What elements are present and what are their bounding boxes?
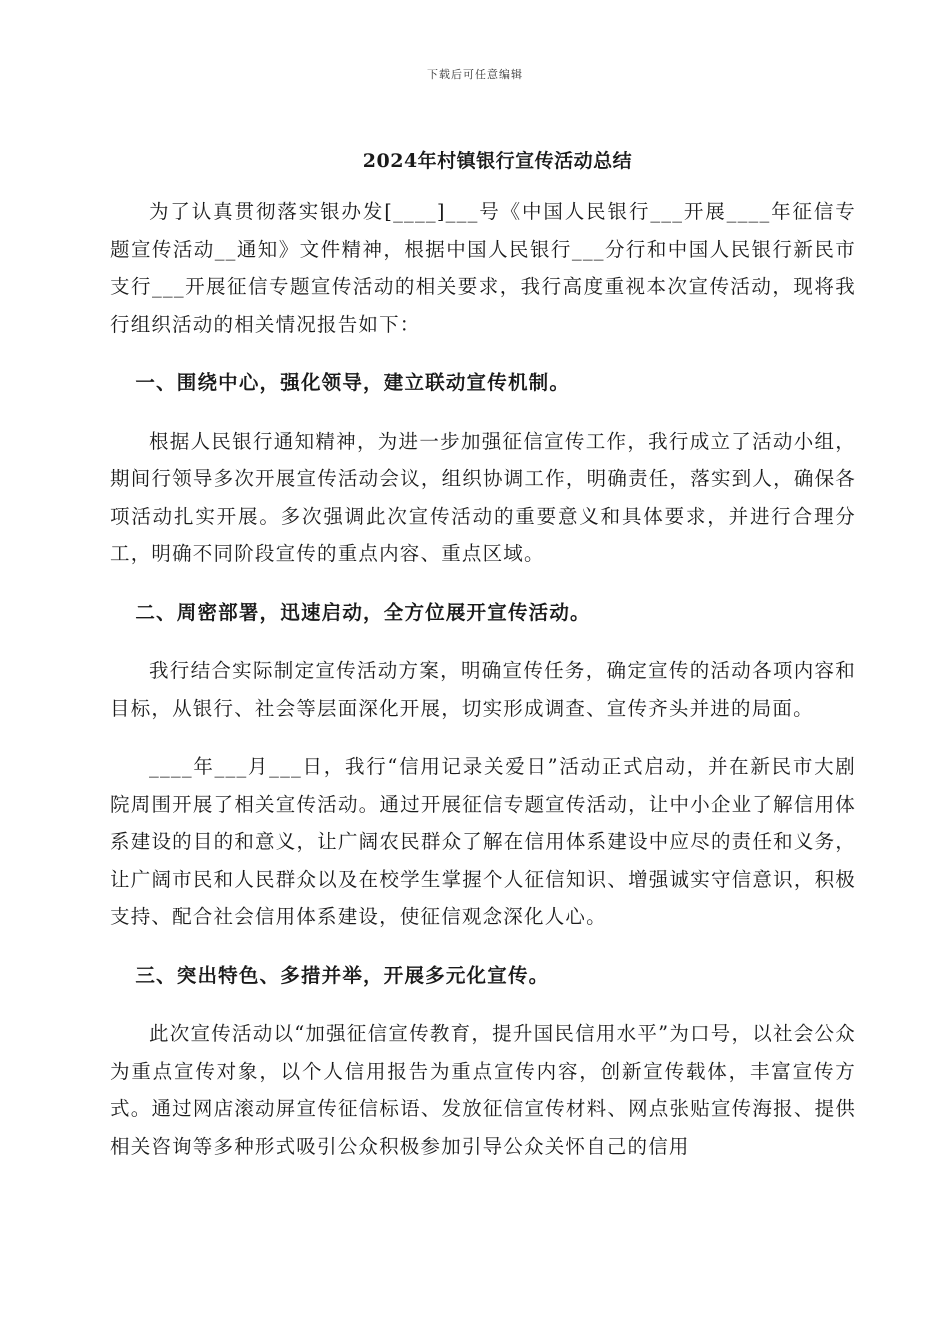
header-note: 下载后可任意编辑 bbox=[427, 68, 523, 81]
section-2-paragraph-1: 我行结合实际制定宣传活动方案，明确宣传任务，确定宣传的活动各项内容和目标，从银行、社会等层面深化开展，切实形成调查、宣传齐头并进的局面。 bbox=[110, 659, 856, 720]
document-title: 2024年村镇银行宣传活动总结 bbox=[362, 150, 633, 172]
intro-paragraph: 为了认真贯彻落实银办发[____]___号《中国人民银行___开展____年征信专题宣传活动__通知》文件精神，根据中国人民银行___分行和中国人民银行新民市支行___开展征信专题宣传活动的相关要求，我行高度重视本次宣传活动，现将我行组织活动的相关情况报告如下： bbox=[110, 200, 856, 336]
section-heading-1: 一、围绕中心，强化领导，建立联动宣传机制。 bbox=[135, 371, 571, 394]
section-heading-3: 三、突出特色、多措并举，开展多元化宣传。 bbox=[135, 963, 550, 987]
document-body bbox=[110, 193, 856, 1186]
section-3-paragraph: 此次宣传活动以“加强征信宣传教育，提升国民信用水平”为口号，以社会公众为重点宣传对象，以个人信用报告为重点宣传内容，创新宣传载体，丰富宣传方式。通过网店滚动屏宣传征信标语、发放征信宣传材料、网点张贴宣传海报、提供相关咨询等多种形式吸引公众积极参加引导公众关怀自己的信用 bbox=[110, 1022, 856, 1158]
section-heading-2: 二、周密部署，迅速启动，全方位展开宣传活动。 bbox=[135, 600, 591, 624]
section-1-paragraph: 根据人民银行通知精神，为进一步加强征信宣传工作，我行成立了活动小组，期间行领导多次开展宣传活动会议，组织协调工作，明确责任，落实到人，确保各项活动扎实开展。多次强调此次宣传活动的重要意义和具体要求，并进行合理分工，明确不同阶段宣传的重点内容、重点区域。 bbox=[110, 429, 856, 565]
section-2-paragraph-2: ____年___月___日，我行“信用记录关爱日”活动正式启动，并在新民市大剧院周围开展了相关宣传活动。通过开展征信专题宣传活动，让中小企业了解信用体系建设的目的和意义，让广阔农民群众了解在信用体系建设中应尽的责任和义务，让广阔市民和人民群众以及在校学生掌握个人征信知识、增强诚实守信意识，积极支持、配合社会信用体系建设，使征信观念深化人心。 bbox=[110, 755, 856, 928]
